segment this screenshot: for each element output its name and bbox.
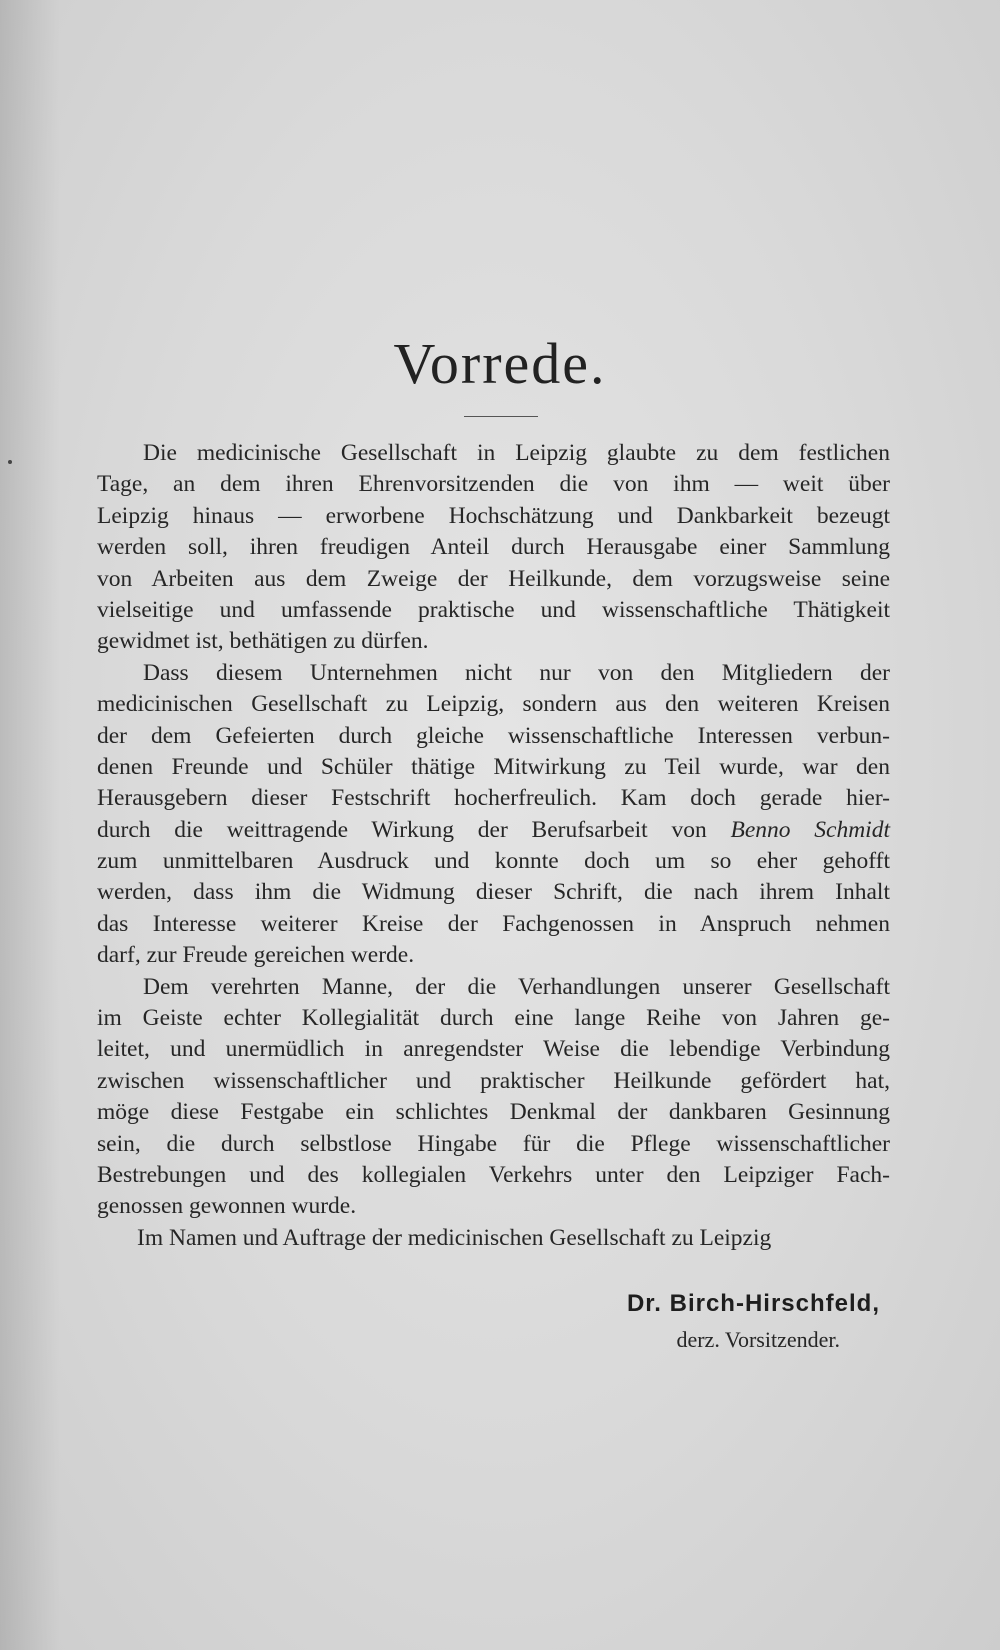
text-line: im Geiste echter Kollegialität durch eine lange Reihe von Jahren ge- [97,1005,890,1032]
text-line: werden soll, ihren freudigen Anteil durch Herausgabe einer Sammlung [97,534,890,561]
text-line: zum unmittelbaren Ausdruck und konnte doch um so eher gehofft [97,848,890,875]
text-line: zwischen wissenschaftlicher und praktischer Heilkunde gefördert hat, [97,1067,890,1094]
text-line: medicinischen Gesellschaft zu Leipzig, sondern aus den weiteren Kreisen [97,691,890,718]
text-line: Im Namen und Auftrage der medicinischen Gesellschaft zu Leipzig [137,1224,772,1251]
text-line: darf, zur Freude gereichen werde. [97,942,415,969]
text-line: Die medicinische Gesellschaft in Leipzig glaubte zu dem festlichen [143,440,890,466]
body-text [97,438,890,1254]
text-line: das Interesse weiterer Kreise der Fachgenossen in Anspruch nehmen [97,910,890,937]
text-line: genossen gewonnen wurde. [97,1193,357,1220]
page-gutter-shadow [0,0,60,1650]
text-line: leitet, und unermüdlich in anregendster Weise die lebendige Verbindung [97,1036,890,1063]
text-line: Dass diesem Unternehmen nicht nur von den Mitgliedern der [143,659,890,686]
title-rule [464,416,538,417]
signature-name: Dr. Birch-Hirschfeld, [626,1290,880,1317]
text-line: durch die weittragende Wirkung der Berufsarbeit von Benno Schmidt [97,816,890,843]
text-line: Tage, an dem ihren Ehrenvorsitzenden die von ihm — weit über [97,471,890,498]
signature-role: derz. Vorsitzender. [676,1327,840,1352]
text-line: werden, dass ihm die Widmung dieser Schrift, die nach ihrem Inhalt [97,879,890,906]
person-name-emphasis: Benno Schmidt [730,816,890,843]
text-line: Herausgebern dieser Festschrift hocherfreulich. Kam doch gerade hier- [97,785,890,812]
text-line: sein, die durch selbstlose Hingabe für die Pflege wissenschaftlicher [97,1130,890,1157]
print-speck [8,460,12,464]
text-line: von Arbeiten aus dem Zweige der Heilkunde, dem vorzugsweise seine [97,565,890,592]
text-line: Bestrebungen und des kollegialen Verkehrs unter den Leipziger Fach- [97,1161,890,1188]
text-line: möge diese Festgabe ein schlichtes Denkmal der dankbaren Gesinnung [97,1099,890,1126]
text-line: gewidmet ist, bethätigen zu dürfen. [97,628,429,655]
text-line: Dem verehrten Manne, der die Verhandlungen unserer Gesellschaft [143,973,890,1000]
text-line: denen Freunde und Schüler thätige Mitwirkung zu Teil wurde, war den [97,753,890,780]
text-line: vielseitige und umfassende praktische und wissenschaftliche Thätigkeit [97,596,890,623]
text-line: der dem Gefeierten durch gleiche wissenschaftliche Interessen verbun- [97,722,890,749]
page-title: Vorrede. [393,331,607,396]
text-line: Leipzig hinaus — erworbene Hochschätzung und Dankbarkeit bezeugt [97,502,890,529]
